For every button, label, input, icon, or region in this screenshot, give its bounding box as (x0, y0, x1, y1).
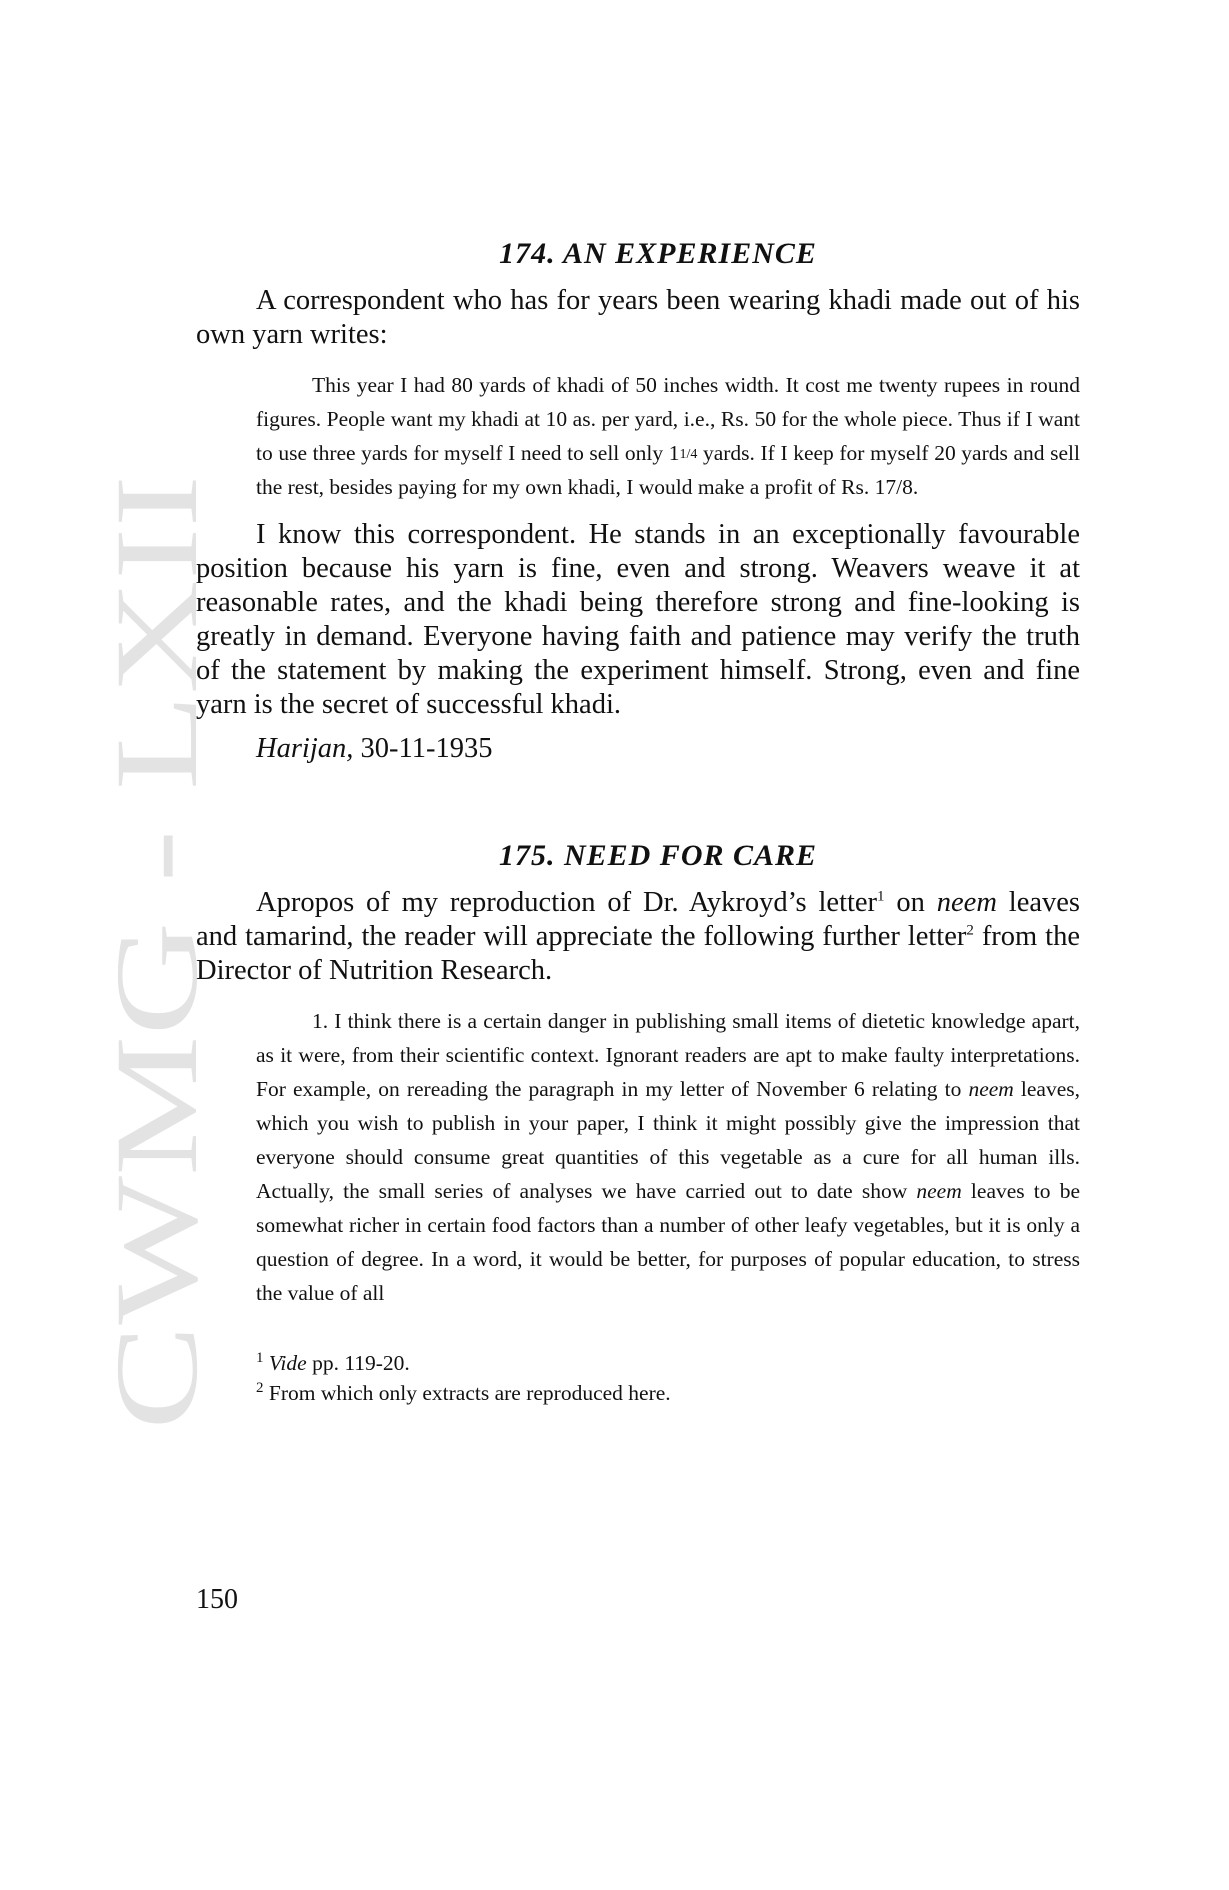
section-heading-174: 174. AN EXPERIENCE (499, 237, 817, 270)
footnote-1 (256, 1348, 1080, 1378)
page-content (196, 236, 1080, 1408)
intro-text-c: leaves and tamarind, the reader will appreciate the following further letter (196, 887, 1080, 952)
section-heading-175: 175. NEED FOR CARE (498, 839, 818, 872)
footnote-marker: 1 (256, 1349, 264, 1366)
section1-quote: This year I had 80 yards of khadi of 50 inches width. It cost me twenty rupees in round figures. People want my khadi at 10 as. per yard, i.e., Rs. 50 for the whole piece. Thus if I want to use three yards for myself I need to sell only 11/4 yards. If I keep for myself 20 yards and sell the rest, besides paying for my own khadi, I would make a profit of Rs. 17/8. (256, 373, 1080, 499)
watermark-text: CWMG - LXII (91, 715, 222, 1430)
section2-quote (256, 1004, 1080, 1310)
footnotes (256, 1348, 1080, 1408)
footnote-italic: Vide (268, 1351, 307, 1375)
page-number: 150 (196, 1584, 238, 1615)
quote2-text-c: leaves to be somewhat richer in certain food factors than a number of other leafy vegetables, but it is only a question of degree. In a word, it would be better, for purposes of popular education, to stress the value of all (256, 1179, 1080, 1305)
intro-text-d: from the Director of Nutrition Research. (196, 921, 1080, 986)
intro-text-b: on (884, 887, 937, 918)
footnote-text: From which only extracts are reproduced here. (263, 1381, 671, 1405)
section1-source (256, 732, 1080, 766)
footnote-ref-1: 1 (877, 888, 885, 905)
source-publication: Harijan, (256, 733, 354, 764)
footnote-text: pp. 119-20. (306, 1351, 410, 1375)
section2-intro (196, 886, 1080, 988)
quote2-neem-1: neem (968, 1077, 1014, 1101)
footnote-2 (256, 1378, 1080, 1408)
section1-body: I know this correspondent. He stands in an exceptionally favourable position because his yarn is fine, even and strong. Weavers weave it at reasonable rates, and the khadi being therefore strong and fine-looking is greatly in demand. Everyone having faith and patience may verify the truth of the statement by making the experiment himself. Strong, even and fine yarn is the secret of successful khadi. (196, 519, 1080, 720)
quote2-text-a: 1. I think there is a certain danger in publishing small items of dietetic knowledge apart, as it were, from their scientific context. Ignorant readers are apt to make faulty interpretations. For example, on rereading the paragraph in my letter of November 6 relating to (256, 1009, 1080, 1101)
intro-text-a: Apropos of my reproduction of Dr. Aykroyd’s letter (256, 887, 878, 918)
intro-neem: neem (936, 887, 997, 918)
footnote-ref-2: 2 (966, 922, 974, 939)
footnote-marker: 2 (256, 1379, 264, 1396)
quote2-text-b: leaves, which you wish to publish in your paper, I think it might possibly give the impression that everyone should consume great quantities of this vegetable as a cure for all human ills. Actually, the small series of analyses we have carried out to date show (256, 1077, 1081, 1203)
quote-text-part1: This year I had 80 yards of khadi of 50 inches width. It cost me twenty rupees in round figures. People want my khadi at 10 as. per yard, i.e., Rs. 50 for the whole piece. Thus if I want to use three yards for myself I need to sell only 1 (256, 373, 1080, 465)
source-date: 30-11-1935 (353, 733, 493, 764)
section1-intro: A correspondent who has for years been wearing khadi made out of his own yarn writes: (196, 285, 1080, 350)
quote-text-part2: yards. If I keep for myself 20 yards and sell the rest, besides paying for my own khadi, I would make a profit of Rs. 17/8. (256, 441, 1080, 499)
quote2-neem-2: neem (916, 1179, 962, 1203)
